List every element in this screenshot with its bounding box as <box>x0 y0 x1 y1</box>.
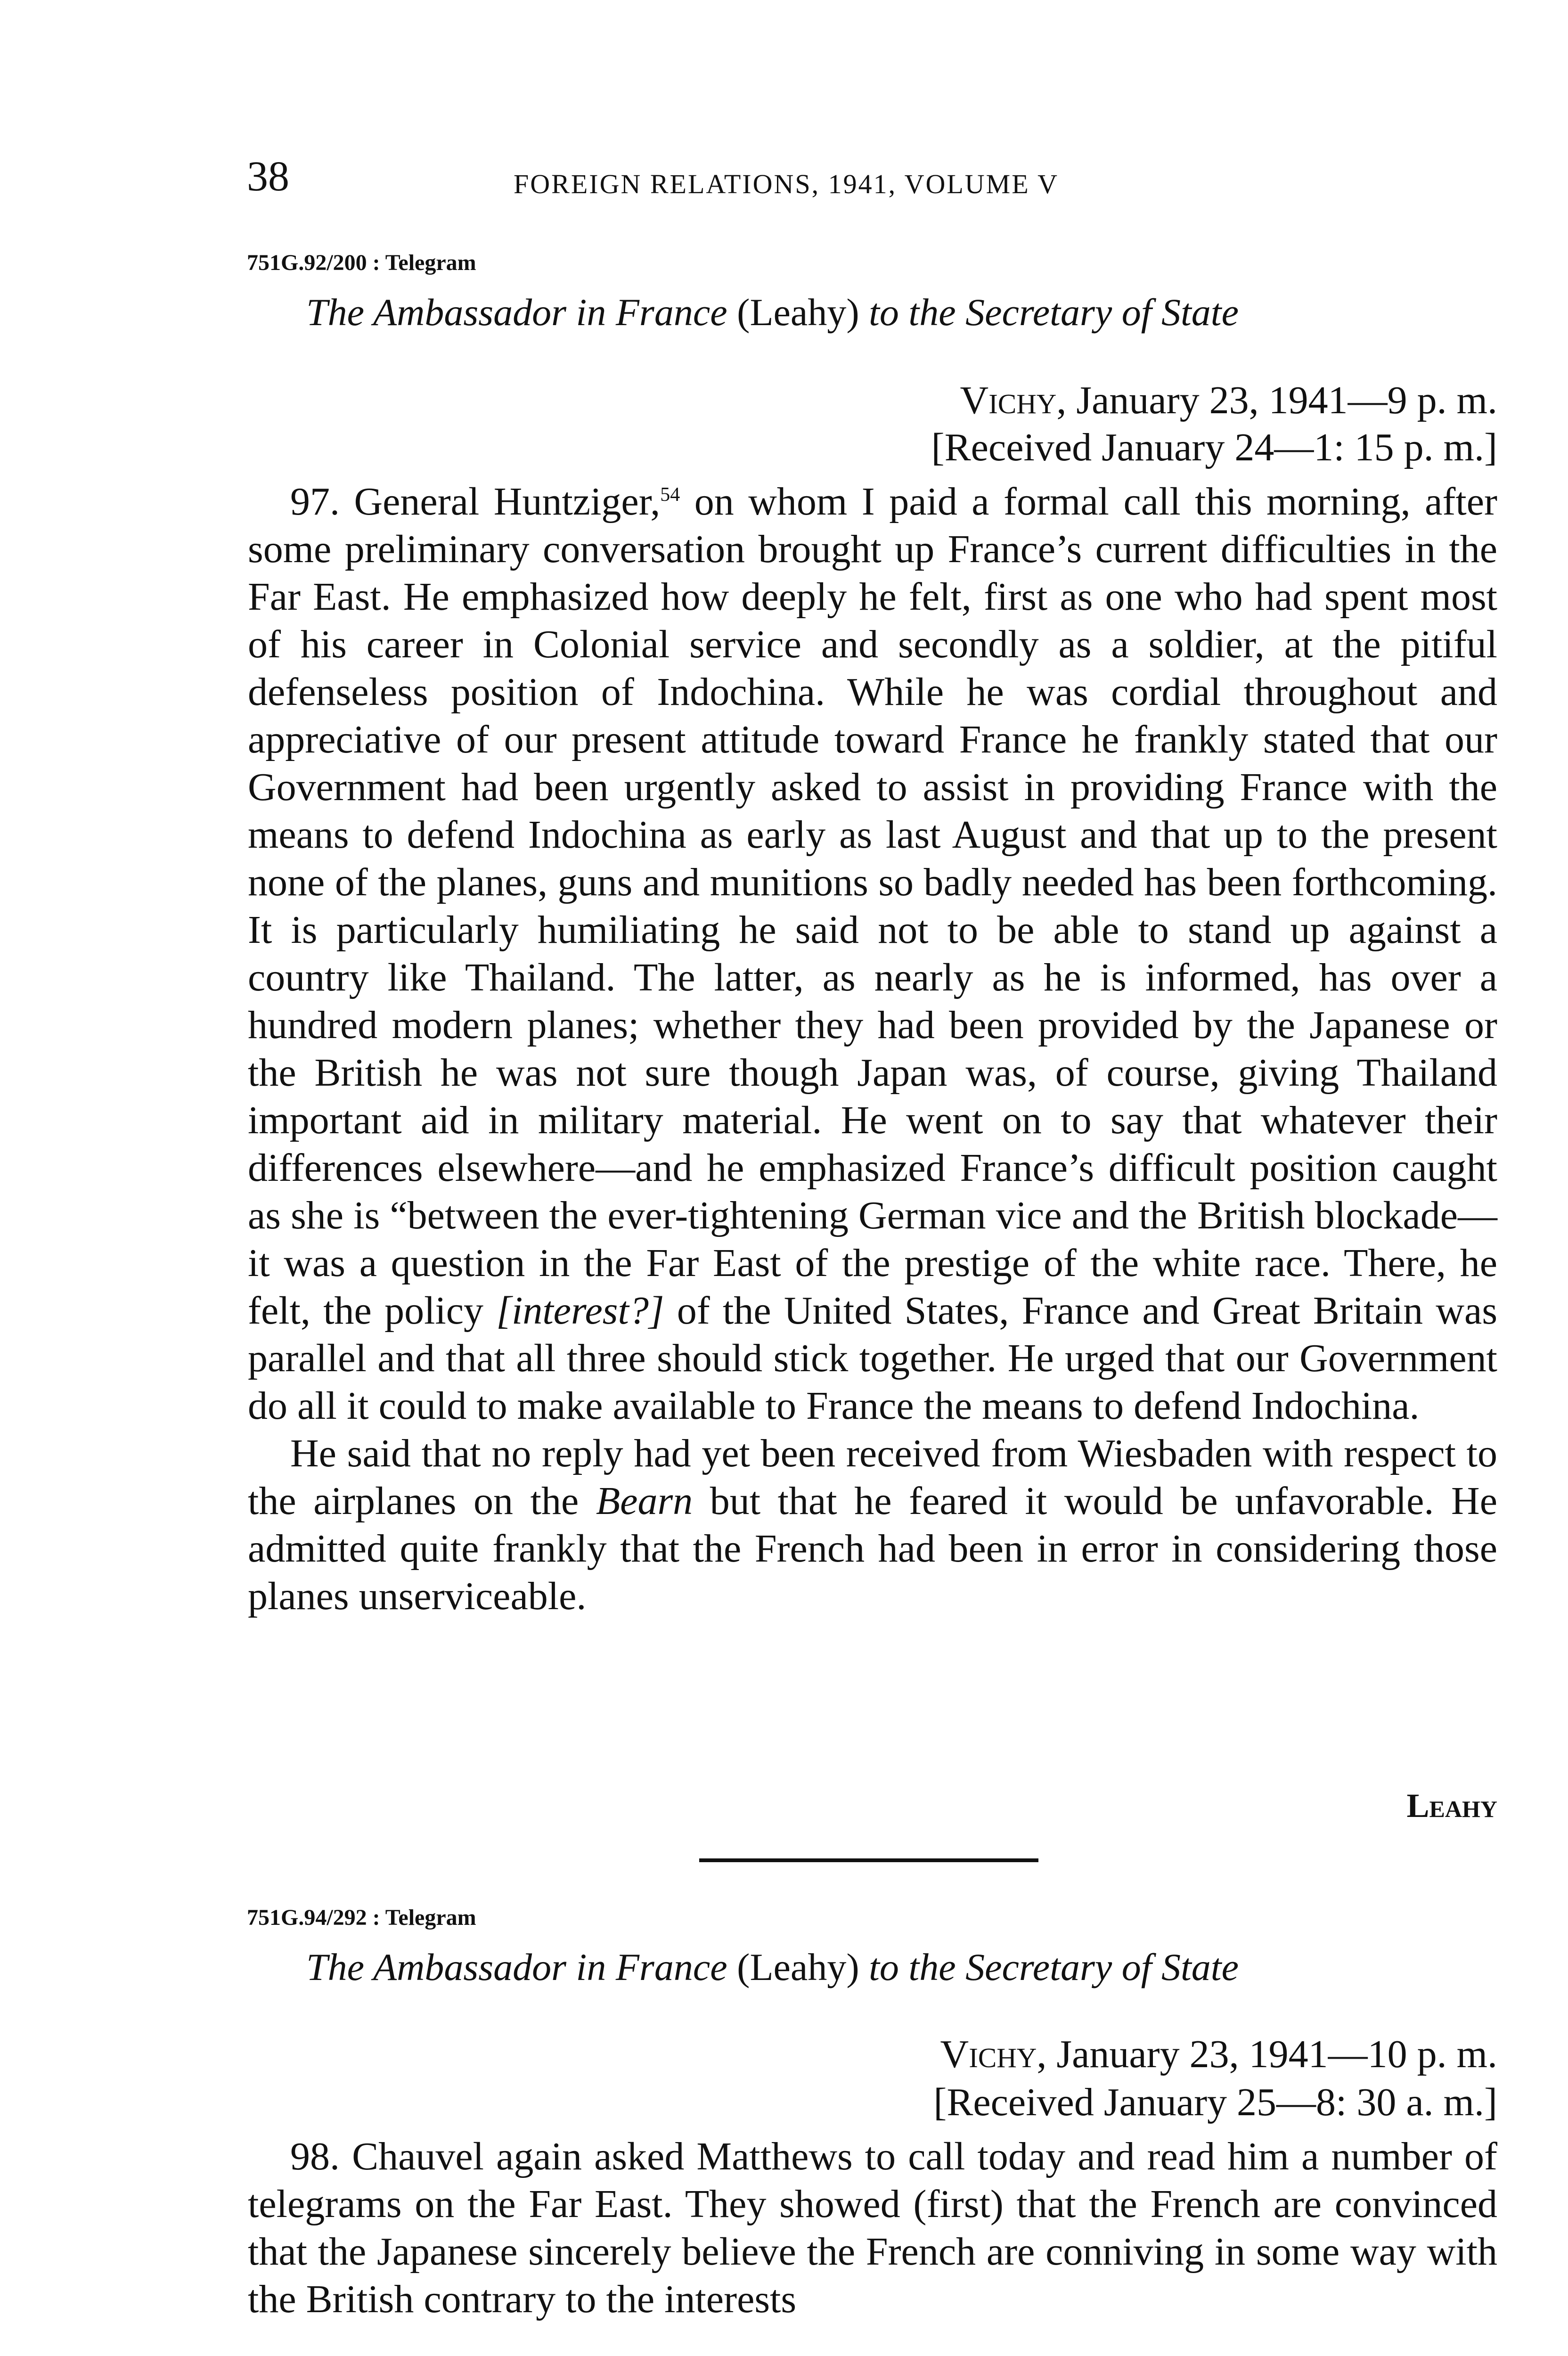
doc1-title-a: The Ambassador in France <box>306 291 737 334</box>
doc2-dateline <box>940 2032 1497 2076</box>
doc1-file-id: 751G.92/200 : Telegram <box>247 250 476 275</box>
doc1-para2-ship: Bearn <box>596 1479 693 1523</box>
doc1-body <box>248 478 1497 1620</box>
doc1-paragraph-2 <box>248 1430 1497 1620</box>
running-title: FOREIGN RELATIONS, 1941, VOLUME V <box>514 169 1059 199</box>
doc1-para1-a: 97. General Huntziger, <box>290 480 661 524</box>
doc2-title <box>306 1948 1239 1987</box>
doc1-received: [Received January 24—1: 15 p. m.] <box>931 425 1497 469</box>
doc1-para2-b: but that he feared it would be unfavorable. He admitted quite frankly that the French had been in error in considering those planes unserviceable. <box>248 1479 1497 1618</box>
doc1-paragraph-1 <box>248 478 1497 1430</box>
doc1-para1-c: of the United States, France and Great Britain was parallel and that all three should stick together. He urged that our Government do all it could to make available to France the means to defend Indochina. <box>248 1289 1498 1428</box>
doc2-file-id: 751G.94/292 : Telegram <box>247 1905 476 1930</box>
doc1-title <box>306 293 1239 332</box>
page-number: 38 <box>247 153 289 200</box>
doc1-place: Vichy <box>960 378 1057 422</box>
doc1-title-b: (Leahy) <box>737 291 859 334</box>
doc2-body <box>248 2133 1497 2323</box>
doc2-title-c: to the Secretary of State <box>859 1946 1239 1988</box>
doc2-title-a: The Ambassador in France <box>306 1946 737 1988</box>
doc2-date: , January 23, 1941—10 p. m. <box>1037 2032 1497 2076</box>
doc1-para1-interest: [interest?] <box>496 1289 664 1333</box>
doc1-signature: Leahy <box>1406 1787 1497 1824</box>
section-divider <box>699 1858 1038 1862</box>
doc2-place: Vichy <box>940 2032 1037 2076</box>
doc1-para2-a: He said that no reply had yet been received from Wiesbaden with respect to the airplanes on the <box>248 1432 1497 1523</box>
doc2-paragraph-1: 98. Chauvel again asked Matthews to call today and read him a number of telegrams on the Far East. They showed (first) that the French are convinced that the Japanese sincerely believe the French are conniving in some way with the British contrary to the interests <box>248 2135 1497 2321</box>
doc1-para1-b: on whom I paid a formal call this morning, after some preliminary conversation brought up France’s current difficulties in the Far East. He emphasized how deeply he felt, first as one who had spent most of his career in Colonial service and secondly as a soldier, at the pitiful defenseless position of Indochina. While he was cordial throughout and appreciative of our present attitude toward France he frankly stated that our Government had been urgently asked to assist in providing France with the means to defend Indochina as early as last August and that up to the present none of the planes, guns and munitions so badly needed has been forthcoming. It is particularly humiliating he said not to be able to stand up against a country like Thailand. The latter, as nearly as he is informed, has over a hundred modern planes; whether they had been provided by the Japanese or the British he was not sure though Japan was, of course, giving Thailand important aid in military material. He went on to say that whatever their differences elsewhere—and he emphasized France’s difficult position caught as she is “between the ever-tightening German vice and the British blockade—it was a question in the Far East of the prestige of the white race. There, he felt, the policy <box>248 480 1497 1333</box>
doc2-received: [Received January 25—8: 30 a. m.] <box>933 2080 1497 2124</box>
doc1-dateline <box>960 378 1497 422</box>
footnote-ref: 54 <box>660 484 680 506</box>
doc2-title-b: (Leahy) <box>737 1946 859 1988</box>
doc1-date: , January 23, 1941—9 p. m. <box>1056 378 1497 422</box>
doc1-title-c: to the Secretary of State <box>859 291 1239 334</box>
